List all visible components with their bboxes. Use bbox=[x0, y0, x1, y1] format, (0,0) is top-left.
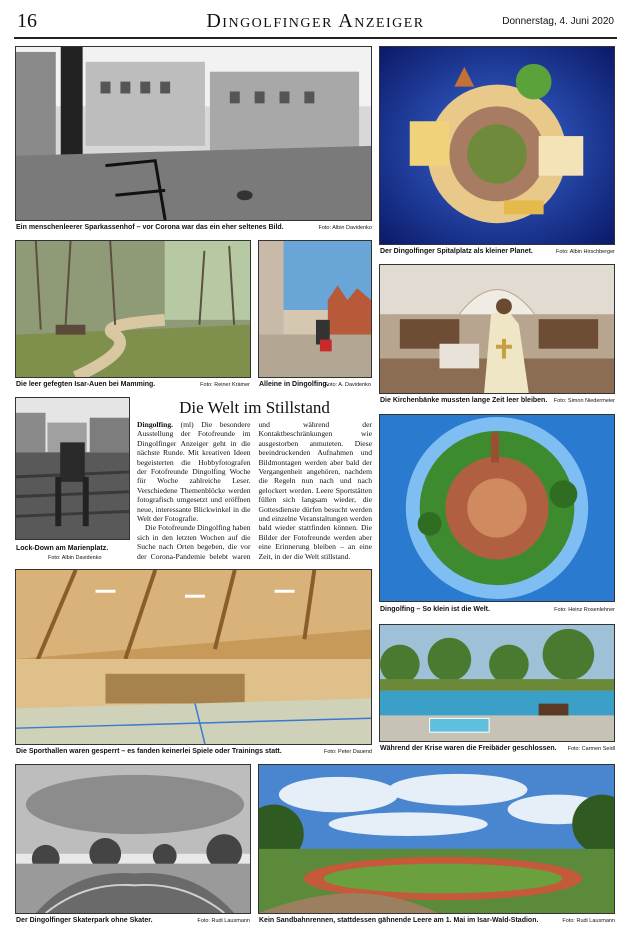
article-paragraph-1: Die besondere Ausstellung der Fotofreunde im Dingolfinger Anzeiger geht in die nächste Runde. Mit kreativen Ideen begeisterten die Hobbyfotografen der Fotofreunde Dingolfing Woche für Woche zahlreiche Leser. Verschiedene Themenblöcke werden fotografisch umgesetzt und eröffnen neue, interessante Blickwinkel in die Welt der Fotografie. bbox=[137, 420, 251, 524]
photo-spitalplatz bbox=[379, 46, 615, 245]
caption-alleine: Alleine in Dingolfing. bbox=[259, 381, 329, 388]
photo-sparkassenhof bbox=[15, 46, 372, 221]
photo-skaterpark bbox=[15, 764, 251, 914]
caption-freibad: Während der Krise waren die Freibäder geschlossen. bbox=[380, 745, 557, 752]
credit-spitalplatz: Foto: Albin Hirschberger bbox=[556, 249, 615, 255]
credit-sparkassenhof: Foto: Albin Davidenko bbox=[318, 225, 372, 231]
caption-skaterpark: Der Dingolfinger Skaterpark ohne Skater. bbox=[16, 917, 153, 924]
photo-stadion bbox=[258, 764, 615, 914]
credit-kirche: Foto: Simon Niedermeier bbox=[553, 398, 615, 404]
issue-date: Donnerstag, 4. Juni 2020 bbox=[502, 16, 614, 27]
photo-kleinewelt bbox=[379, 414, 615, 602]
caption-kirche: Die Kirchenbänke mussten lange Zeit leer bleiben. bbox=[380, 397, 548, 404]
masthead-rule bbox=[14, 37, 617, 39]
credit-freibad: Foto: Carmen Seidl bbox=[567, 746, 615, 752]
photo-kirche bbox=[379, 264, 615, 394]
photo-marienplatz bbox=[15, 397, 130, 540]
credit-kleinewelt: Foto: Heinz Rosenlehner bbox=[554, 607, 615, 613]
credit-isarauen: Foto: Reiner Krämer bbox=[200, 382, 250, 388]
caption-sporthalle: Die Sporthallen waren gesperrt – es fanden keinerlei Spiele oder Trainings statt. bbox=[16, 748, 282, 755]
caption-spitalplatz: Der Dingolfinger Spitalplatz als kleiner Planet. bbox=[380, 248, 533, 255]
article-headline: Die Welt im Stillstand bbox=[179, 398, 330, 417]
caption-sparkassenhof: Ein menschenleerer Sparkassenhof – vor Corona war das ein eher seltenes Bild. bbox=[16, 224, 284, 231]
credit-alleine: Foto: A. Davidenko bbox=[324, 382, 371, 388]
photo-sporthalle bbox=[15, 569, 372, 745]
photo-isarauen bbox=[15, 240, 251, 378]
credit-stadion: Foto: Rudi Lausmann bbox=[562, 918, 615, 924]
article-author: (ml) bbox=[180, 420, 194, 429]
photo-freibad bbox=[379, 624, 615, 742]
caption-stadion: Kein Sandbahnrennen, stattdessen gähnende Leere am 1. Mai im Isar-Wald-Stadion. bbox=[259, 917, 539, 924]
photo-alleine bbox=[258, 240, 372, 378]
caption-isarauen: Die leer gefegten Isar-Auen bei Mamming. bbox=[16, 381, 156, 388]
paper-name: Dingolfinger Anzeiger bbox=[206, 10, 425, 32]
credit-marienplatz: Foto: Albin Davidenko bbox=[48, 555, 102, 561]
article-dateline: Dingolfing. bbox=[137, 420, 174, 429]
credit-skaterpark: Foto: Rudi Lausmann bbox=[197, 918, 250, 924]
article-body bbox=[137, 420, 372, 570]
page-number: 16 bbox=[17, 10, 37, 32]
caption-kleinewelt: Dingolfing – So klein ist die Welt. bbox=[380, 606, 490, 613]
credit-sporthalle: Foto: Peter Dauend bbox=[323, 749, 372, 755]
caption-marienplatz: Lock-Down am Marienplatz. bbox=[16, 545, 109, 552]
article-paragraph-2: Die Fotofreunde Dingolfing haben sich in den letzten Wochen auf die Suche nach Orten begeben, die vor der Corona-Pandemie belebt waren und während der Kontaktbeschränkungen wie ausgestorben anmuteten. Diese beeindruckenden Aufnahmen und Bildmontagen werden aber bald der Vergangenheit angehören, nachdem die Regeln nun nach und nach gelockert werden. Leere Sportstätten füllen sich langsam wieder, die Gottesdienste dürfen besucht werden und einzelne Veranstaltungen werden bald wieder stattfinden können. Die Bilder der Fotofreunde werden aber eine Erinnerung bleiben – an eine Zeit, in der die Welt stillstand. bbox=[137, 420, 373, 561]
masthead bbox=[0, 0, 631, 38]
